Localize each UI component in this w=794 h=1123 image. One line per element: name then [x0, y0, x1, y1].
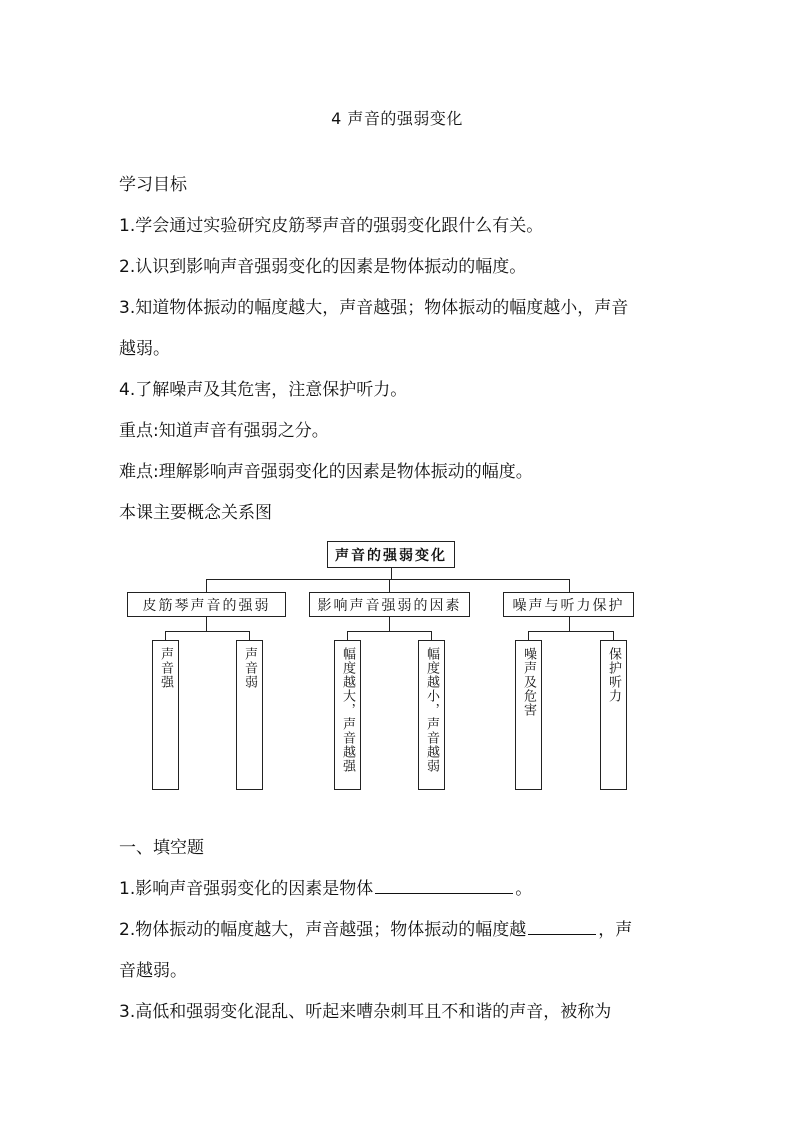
connector-line: [206, 617, 207, 631]
concept-leaf-box: [600, 640, 627, 790]
concept-leaf-box: [236, 640, 263, 790]
connector-line: [613, 631, 614, 640]
connector-line: [569, 617, 570, 631]
question-2-cont: 音越弱。: [119, 961, 187, 981]
concept-leaf-box: [334, 640, 361, 790]
concept-branch-box-3: [503, 592, 634, 617]
difficult-point: 难点:理解影响声音强弱变化的因素是物体振动的幅度。: [119, 462, 533, 482]
concept-branch-box-1: [127, 592, 286, 617]
question-1: [119, 874, 532, 899]
concept-root-label: 声音的强弱变化: [335, 547, 447, 564]
connector-line: [347, 631, 348, 640]
question-2-end: ，声: [598, 920, 633, 940]
question-1-text: 1.影响声音强弱变化的因素是物体: [119, 879, 374, 899]
objective-item-1: 1.学会通过实验研究皮筋琴声音的强弱变化跟什么有关。: [119, 216, 544, 236]
concept-map-heading: 本课主要概念关系图: [119, 503, 272, 523]
connector-line: [249, 631, 250, 640]
concept-leaf-box: [152, 640, 179, 790]
objective-item-4: 4.了解噪声及其危害，注意保护听力。: [119, 380, 408, 400]
answer-blank-2[interactable]: [528, 918, 596, 935]
page-title: 4 声音的强弱变化: [331, 109, 463, 128]
connector-line: [528, 631, 614, 632]
connector-line: [569, 579, 570, 592]
concept-leaf-box: [418, 640, 445, 790]
concept-leaf-label: 声音弱: [242, 647, 257, 689]
concept-branch-label-1: 皮筋琴声音的强弱: [142, 597, 271, 614]
connector-line: [206, 579, 207, 592]
connector-line: [165, 631, 250, 632]
exercises-heading: 一、填空题: [119, 838, 204, 858]
connector-line: [431, 631, 432, 640]
connector-line: [389, 579, 390, 592]
answer-blank-1[interactable]: [375, 877, 513, 894]
connector-line: [165, 631, 166, 640]
concept-branch-label-3: 噪声与听力保护: [512, 597, 625, 614]
connector-line: [347, 631, 432, 632]
connector-line: [528, 631, 529, 640]
question-2-text: 2.物体振动的幅度越大，声音越强；物体振动的幅度越: [119, 920, 527, 940]
concept-leaf-label: 保护听力: [606, 647, 621, 703]
concept-leaf-label: 幅度越小，声音越弱: [424, 647, 439, 773]
concept-leaf-label: 幅度越大，声音越强: [340, 647, 355, 773]
connector-line: [391, 568, 392, 579]
question-2: [119, 915, 632, 940]
connector-line: [389, 617, 390, 631]
connector-line: [206, 579, 570, 580]
question-3: 3.高低和强弱变化混乱、听起来嘈杂刺耳且不和谐的声音，被称为: [119, 1002, 612, 1022]
objectives-heading: 学习目标: [119, 175, 187, 195]
question-1-end: 。: [515, 879, 533, 899]
concept-leaf-label: 声音强: [158, 647, 173, 689]
objective-item-2: 2.认识到影响声音强弱变化的因素是物体振动的幅度。: [119, 257, 527, 277]
concept-leaf-label: 噪声及危害: [521, 647, 536, 717]
key-point: 重点:知道声音有强弱之分。: [119, 421, 329, 441]
concept-leaf-box: [515, 640, 542, 790]
objective-item-3: 3.知道物体振动的幅度越大，声音越强；物体振动的幅度越小，声音: [119, 298, 629, 318]
objective-item-3-cont: 越弱。: [119, 339, 170, 359]
concept-branch-label-2: 影响声音强弱的因素: [317, 597, 462, 614]
concept-root-box: [327, 541, 455, 568]
concept-branch-box-2: [309, 592, 470, 617]
